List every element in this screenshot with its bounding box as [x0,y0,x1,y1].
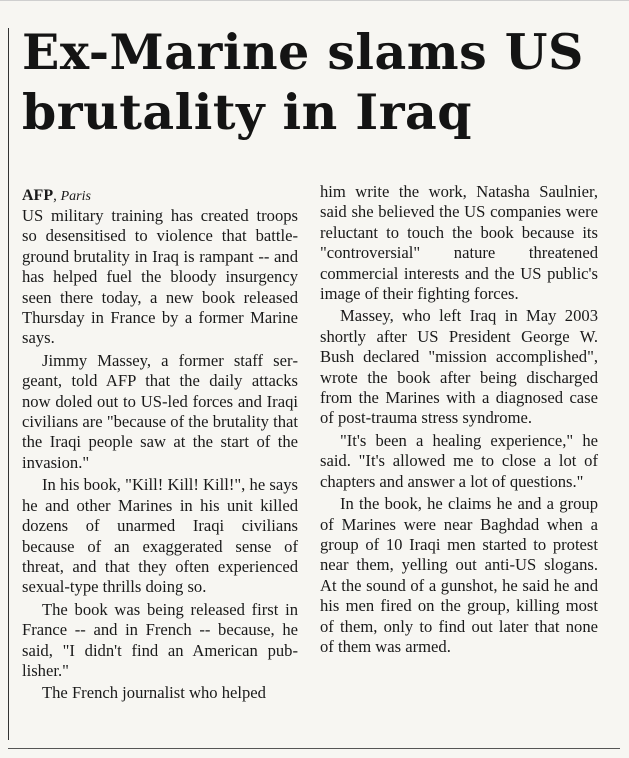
byline-separator: , [53,188,61,204]
paragraph: Massey, who left Iraq in May 2003 shortly after US President George W. Bush declared "mission accomplished", wrote the book after being discharged from the Marines with a diagnosed case of post-trauma stress syndrome. [320,306,598,428]
bottom-border [8,748,620,749]
right-column [320,182,598,657]
byline-agency: AFP [22,187,54,204]
paragraph: The French journalist who helped [42,683,266,703]
paragraph: him write the work, Natasha Saulnier, said she believed the US companies were reluctant to touch the book because its "controversial" nature threatened commercial interests and the US public's image of their fighting forces. [320,182,598,304]
paragraph: Jimmy Massey, a former staff sergeant, told AFP that the daily attacks now doled out to US-led forces and Iraqi civilians are "because of the brutality that the Iraqi people saw at the start of the invasion." [22,350,298,472]
paragraph: In his book, "Kill! Kill! Kill!", he says he and other Marines in his unit killed dozens of unarmed Iraqi civilians because of an exaggerated sense of threat, and that they often experienced sexual-type thrills doing so. [22,475,298,597]
left-column [22,206,298,704]
paragraph: US military training has created troops so desensitised to violence that battleground brutality in Iraq is rampant -- and has helped fuel the bloody insurgency seen there today, a new book released Thursday in France by a former Marine says. [22,206,298,348]
byline-place: Paris [60,189,91,204]
paragraph: In the book, he claims he and a group of Marines were near Baghdad when a group of 10 Iraqi men started to protest near them, yelling out anti-US slogans. At the sound of a gunshot, he said he and his men fired on the group, killing most of them, only to find out later that none of them was armed. [320,494,598,656]
headline: Ex-Marine slams US brutality in Iraq [22,23,584,141]
left-column-rule [8,28,9,740]
top-border [0,0,629,1]
paragraph: "It's been a healing experience," he said. "It's allowed me to close a lot of chapters and answer a lot of questions." [320,430,598,491]
paragraph: The book was being released first in France -- and in French -- because, he said, "I didn't find an American publisher." [22,599,298,680]
dateline [22,186,298,207]
